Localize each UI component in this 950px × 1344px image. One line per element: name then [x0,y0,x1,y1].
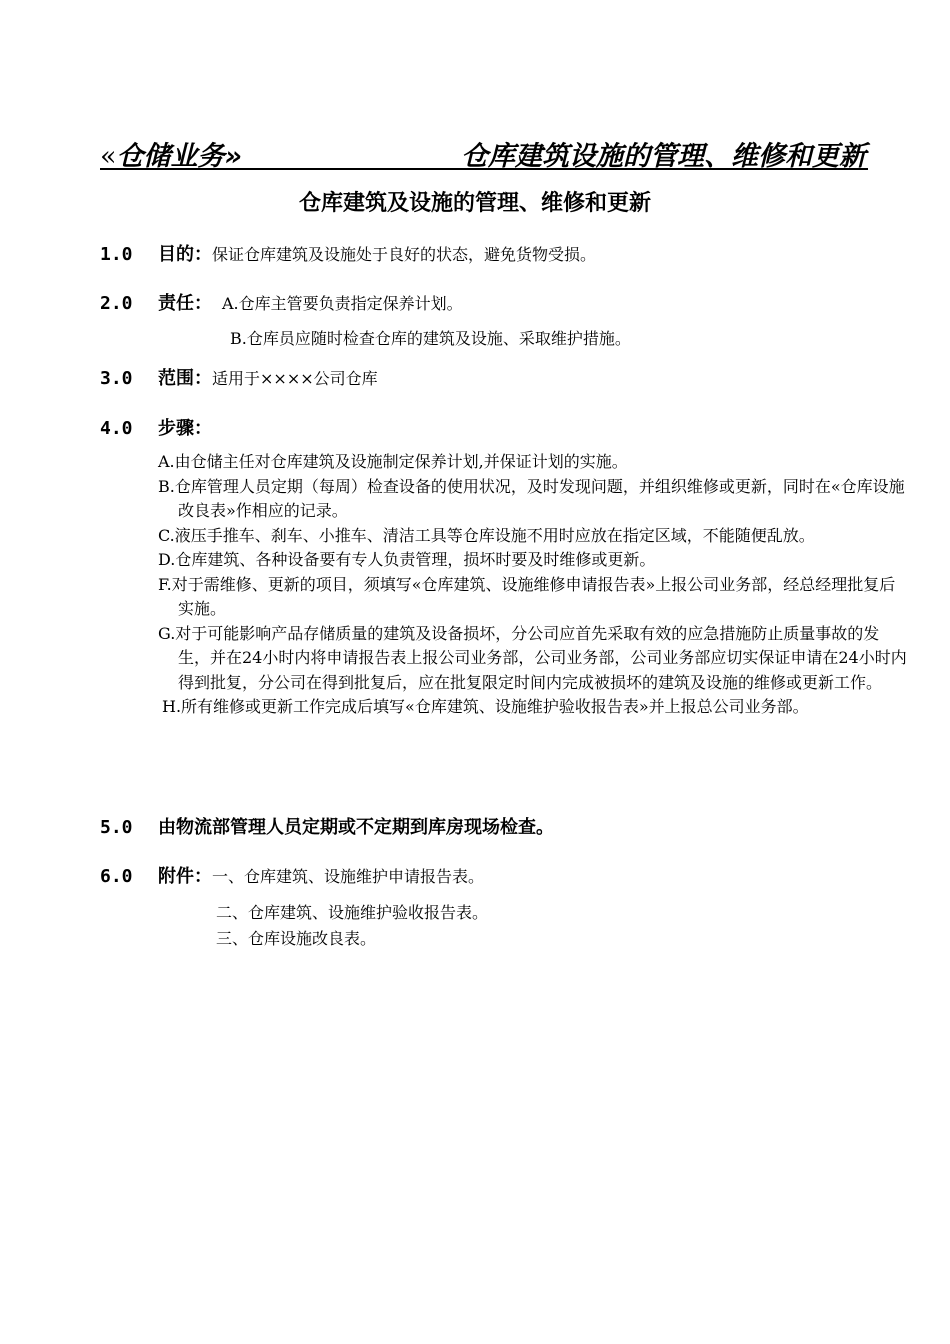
header-category [100,134,242,173]
section-text: 由物流部管理人员定期或不定期到库房现场检查。 [158,817,554,838]
step-item: B.仓库管理人员定期（每周）检查设备的使用状况，及时发现问题，并组织维修或更新，同时在«仓库设施改良表»作相应的记录。 [158,476,905,520]
section-inspection [100,813,554,839]
steps-list [158,450,908,720]
section-steps [100,414,212,440]
step-item: H.所有维修或更新工作完成后填写«仓库建筑、设施维护验收报告表»并上报总公司业务部。 [162,697,809,716]
step-item: G.对于可能影响产品存储质量的建筑及设备损坏，分公司应首先采取有效的应急措施防止质量事故的发生，并在24小时内将申请报告表上报公司业务部，公司业务部，公司业务部应切实保证申请在24小时内得到批复，分公司在得到批复后，应在批复限定时间内完成被损坏的建筑及设施的维修或更新工作。 [158,623,907,692]
section-number: 6.0 [100,866,133,887]
attachment-item: 二、仓库建筑、设施维护验收报告表。 [216,903,489,922]
header-category-text: 仓储业务» [116,141,243,172]
document-header [100,134,868,170]
header-guillemet: « [100,141,117,172]
section-attachments [100,862,484,888]
section-label: 责任： [158,293,212,314]
section-number: 1.0 [100,244,133,265]
section-text: 适用于××××公司仓库 [212,369,378,388]
step-item: F.对于需维修、更新的项目，须填写«仓库建筑、设施维修申请报告表»上报公司业务部，经总经理批复后实施。 [158,574,896,618]
section-label: 目的： [158,244,212,265]
section-responsibility [100,289,463,315]
attachment-item: 一、仓库建筑、设施维护申请报告表。 [212,867,485,886]
section-number: 3.0 [100,368,133,389]
section-purpose [100,240,596,266]
section-number: 2.0 [100,293,133,314]
responsibility-b: B.仓库员应随时检查仓库的建筑及设施、采取维护措施。 [230,329,631,348]
section-label: 范围： [158,368,212,389]
header-topic: 仓库建筑设施的管理、维修和更新 [461,141,866,172]
section-number: 5.0 [100,817,133,838]
step-item: D.仓库建筑、各种设备要有专人负责管理，损坏时要及时维修或更新。 [158,550,656,569]
section-label: 附件： [158,866,212,887]
section-number: 4.0 [100,418,133,439]
section-text: 保证仓库建筑及设施处于良好的状态，避免货物受损。 [212,245,597,264]
page-title: 仓库建筑及设施的管理、维修和更新 [298,191,651,216]
step-item: A.由仓储主任对仓库建筑及设施制定保养计划,并保证计划的实施。 [158,452,628,471]
responsibility-a: A.仓库主管要负责指定保养计划。 [222,294,463,313]
step-item: C.液压手推车、刹车、小推车、清洁工具等仓库设施不用时应放在指定区域，不能随便乱放。 [158,525,815,545]
attachment-item: 三、仓库设施改良表。 [216,929,377,948]
section-scope [100,364,378,390]
section-label: 步骤： [158,418,212,439]
